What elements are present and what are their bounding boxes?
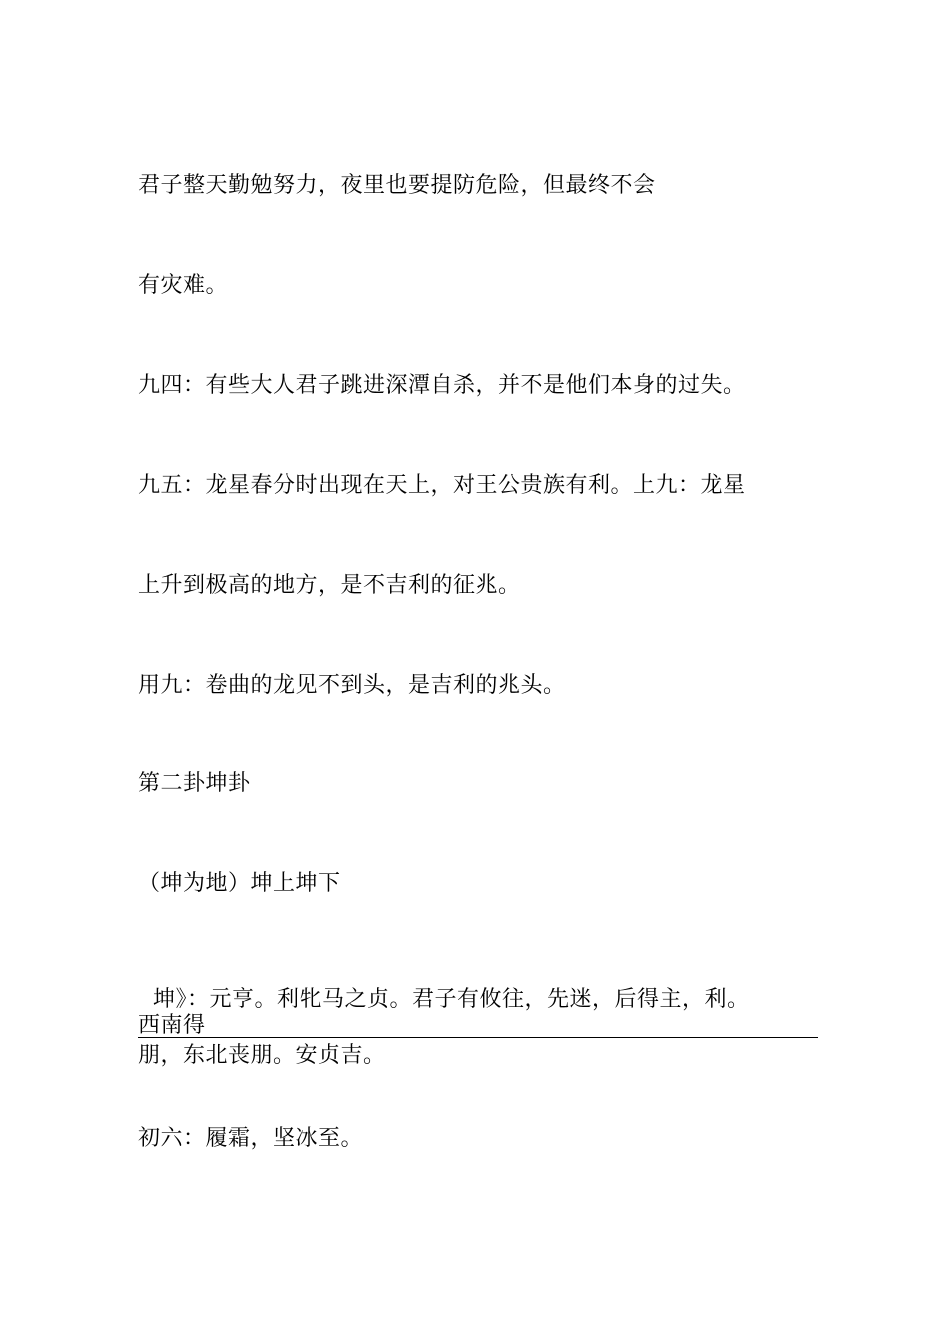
text-line-10: 西南得 (138, 1013, 206, 1038)
text-line-4: 九五：龙星春分时出现在天上，对王公贵族有利。上九：龙星 (138, 473, 746, 498)
text-line-2: 有灾难。 (138, 273, 229, 298)
text-line-12: 初六：履霜，坚冰至。 (138, 1126, 364, 1151)
text-line-11: 朋，东北丧朋。安贞吉。 (138, 1043, 386, 1068)
text-line-1: 君子整天勤勉努力，夜里也要提防危险，但最终不会 (138, 173, 656, 198)
text-line-9: 坤》：元亨。利牝马之贞。君子有攸往，先迷，后得主，利。 (138, 987, 750, 1012)
hexagram-subtitle: （坤为地）坤上坤下 (138, 871, 341, 896)
text-line-3: 九四：有些大人君子跳进深潭自杀，并不是他们本身的过失。 (138, 373, 746, 398)
horizontal-rule (138, 1037, 818, 1038)
text-line-5: 上升到极高的地方，是不吉利的征兆。 (138, 573, 521, 598)
section-heading: 第二卦坤卦 (138, 771, 251, 796)
text-line-6: 用九：卷曲的龙见不到头，是吉利的兆头。 (138, 673, 566, 698)
